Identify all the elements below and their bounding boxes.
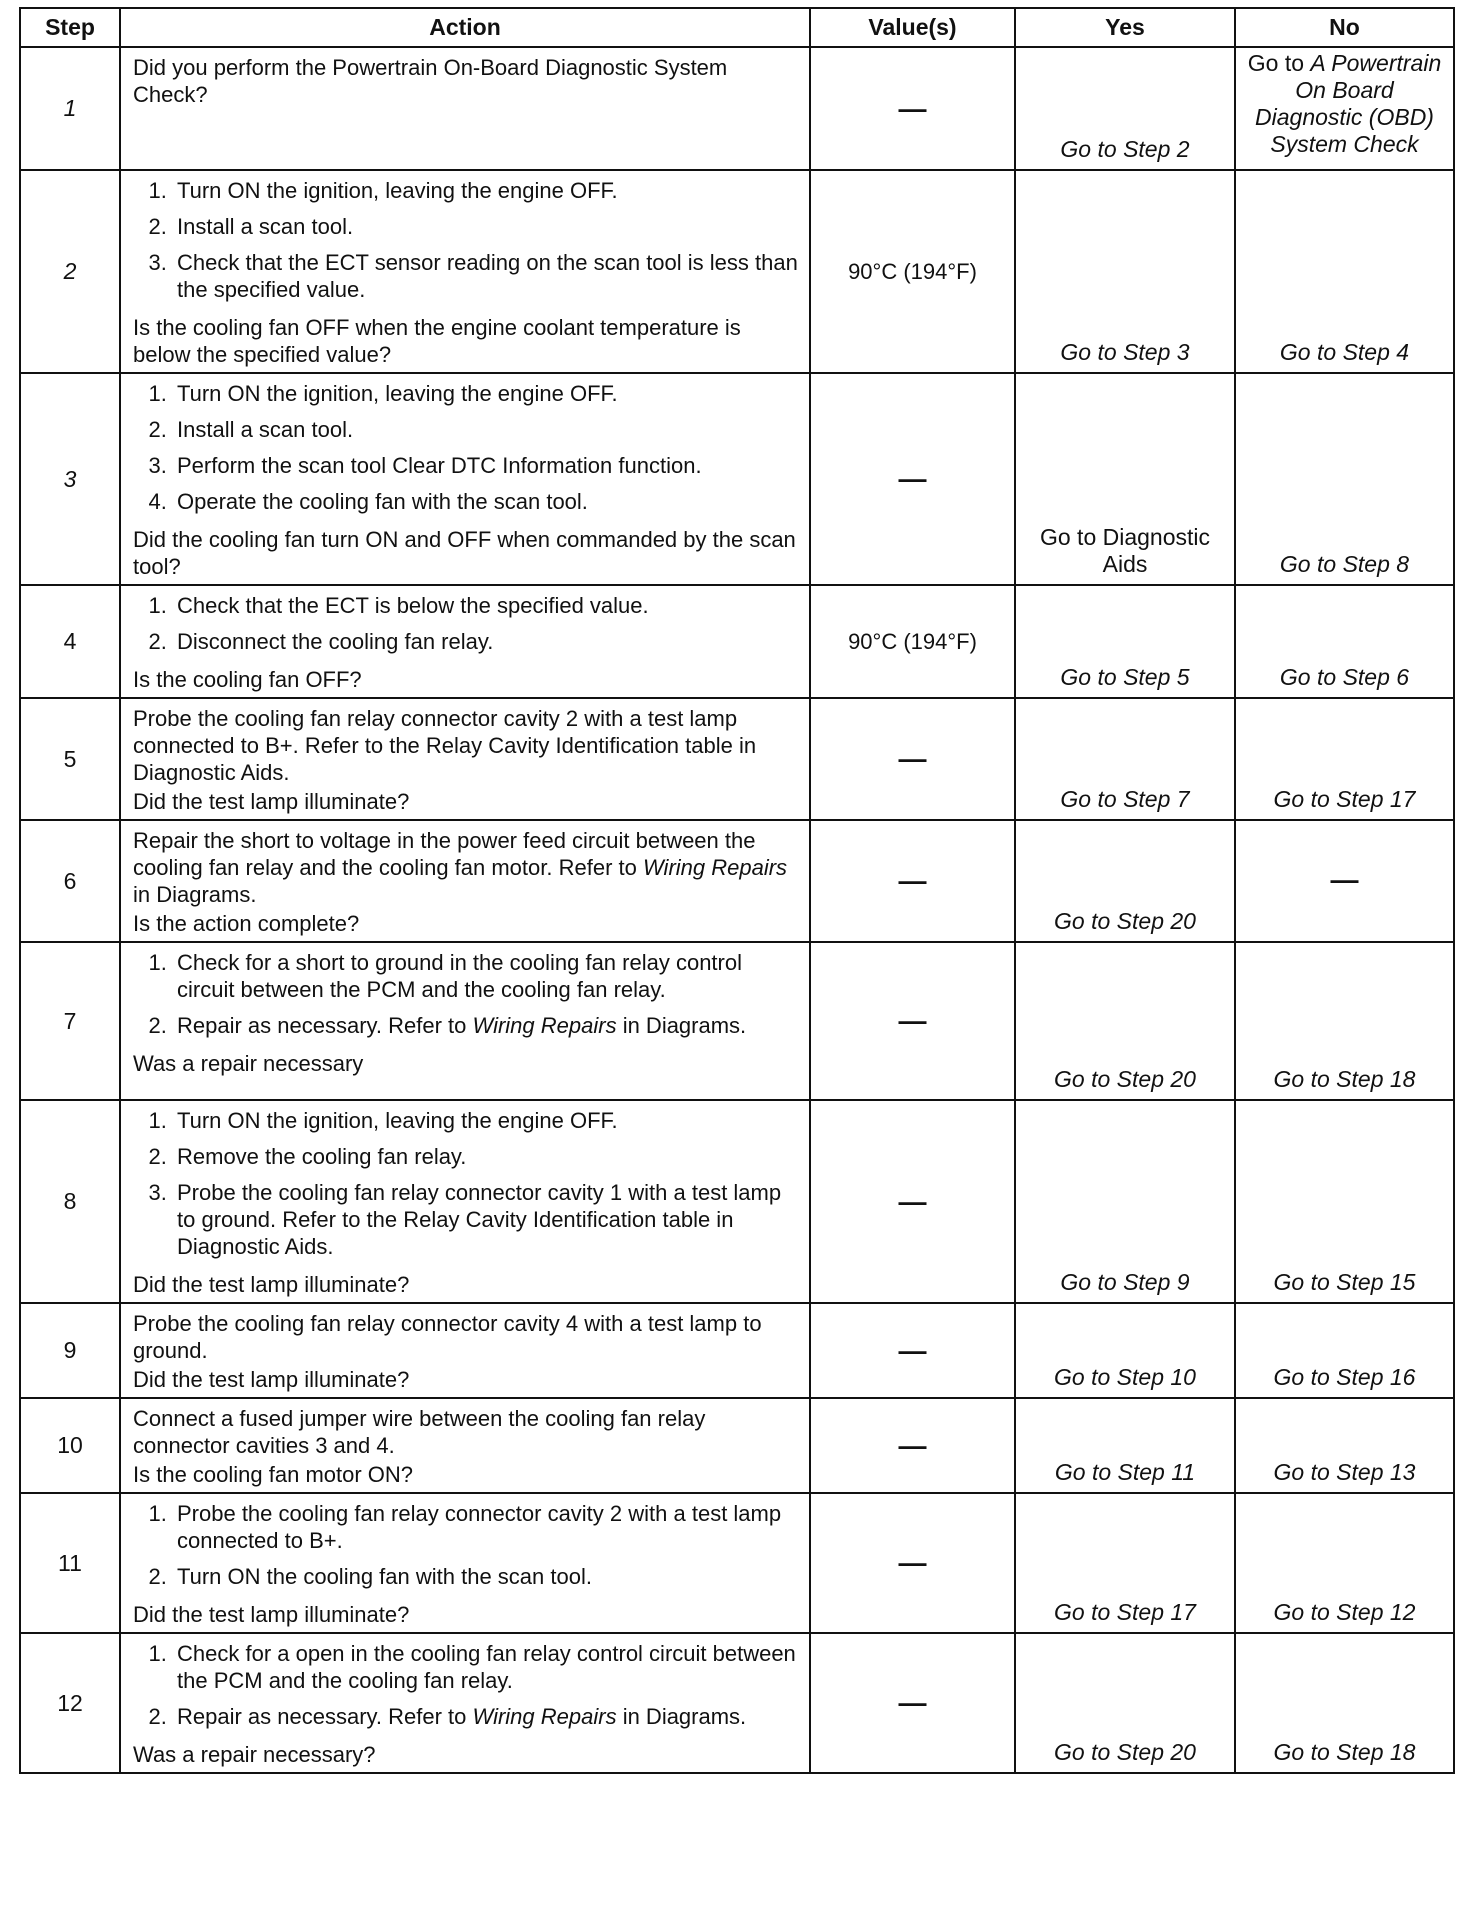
value-text: — bbox=[898, 1429, 927, 1461]
no-link[interactable]: Go to Step 15 bbox=[1235, 1100, 1454, 1303]
action-cell bbox=[120, 1100, 810, 1303]
action-step: 1. Check that the ECT is below the specified value. bbox=[173, 592, 799, 628]
no-link[interactable]: Go to Step 18 bbox=[1235, 1633, 1454, 1773]
action-text-part: Repair the short to voltage in the power feed circuit between the cooling fan relay and the cooling fan motor. Refer to bbox=[133, 828, 756, 880]
action-cell bbox=[120, 942, 810, 1100]
action-question: Is the cooling fan OFF when the engine coolant temperature is below the specified value? bbox=[133, 315, 741, 367]
header-action: Action bbox=[120, 8, 810, 47]
action-step: 2. Remove the cooling fan relay. bbox=[173, 1143, 799, 1179]
action-question: Did the test lamp illuminate? bbox=[133, 1367, 410, 1392]
action-step: 2. Disconnect the cooling fan relay. bbox=[173, 628, 799, 664]
action-text bbox=[133, 827, 799, 908]
no-link[interactable]: Go to Step 4 bbox=[1235, 170, 1454, 373]
action-text-part: Repair as necessary. Refer to bbox=[177, 1704, 473, 1729]
action-text-part: in Diagrams. bbox=[133, 882, 257, 907]
step-number: 6 bbox=[20, 820, 120, 942]
action-step: 3. Check that the ECT sensor reading on the scan tool is less than the specified value. bbox=[173, 249, 799, 312]
action-step bbox=[173, 1703, 799, 1739]
action-step: 1. Turn ON the ignition, leaving the engine OFF. bbox=[173, 380, 799, 416]
action-steps bbox=[133, 592, 799, 664]
action-cell bbox=[120, 1398, 810, 1493]
yes-link[interactable]: Go to Step 20 bbox=[1015, 820, 1235, 942]
wiring-repairs-reference: Wiring Repairs bbox=[472, 1013, 617, 1038]
action-text: Probe the cooling fan relay connector cavity 2 with a test lamp connected to B+. Refer to the Relay Cavity Identification table in Diagnostic Aids. bbox=[133, 706, 757, 785]
table-row bbox=[20, 820, 1454, 942]
yes-link[interactable]: Go to Step 9 bbox=[1015, 1100, 1235, 1303]
action-steps bbox=[133, 1640, 799, 1739]
no-text: — bbox=[1330, 863, 1359, 895]
table-row bbox=[20, 698, 1454, 820]
step-number: 4 bbox=[20, 585, 120, 698]
action-step: 2. Install a scan tool. bbox=[173, 416, 799, 452]
action-question: Did the test lamp illuminate? bbox=[133, 789, 410, 814]
value-text: — bbox=[898, 463, 927, 494]
action-question: Was a repair necessary? bbox=[133, 1742, 376, 1767]
action-cell bbox=[120, 1633, 810, 1773]
table-row bbox=[20, 1303, 1454, 1398]
step-number: 3 bbox=[20, 373, 120, 585]
action-step: 1. Turn ON the ignition, leaving the engine OFF. bbox=[173, 177, 799, 213]
table-row bbox=[20, 585, 1454, 698]
value-cell bbox=[810, 1493, 1015, 1633]
value-cell bbox=[810, 820, 1015, 942]
action-steps bbox=[133, 949, 799, 1048]
action-step: 1. Check for a open in the cooling fan relay control circuit between the PCM and the cooling fan relay. bbox=[173, 1640, 799, 1703]
diagnostic-table bbox=[19, 7, 1455, 1774]
value-cell bbox=[810, 585, 1015, 698]
action-text: Probe the cooling fan relay connector cavity 4 with a test lamp to ground. bbox=[133, 1311, 762, 1363]
action-step bbox=[173, 1012, 799, 1048]
yes-link[interactable]: Go to Step 17 bbox=[1015, 1493, 1235, 1633]
no-link-target: A Powertrain On Board Diagnostic (OBD) System Check bbox=[1255, 50, 1442, 157]
action-steps bbox=[133, 1500, 799, 1599]
action-cell bbox=[120, 47, 810, 170]
action-question: Did the cooling fan turn ON and OFF when commanded by the scan tool? bbox=[133, 527, 796, 579]
table-row bbox=[20, 1493, 1454, 1633]
no-cell bbox=[1235, 820, 1454, 942]
value-cell bbox=[810, 1303, 1015, 1398]
action-question: Did the test lamp illuminate? bbox=[133, 1602, 410, 1627]
table-row bbox=[20, 942, 1454, 1100]
action-steps bbox=[133, 380, 799, 524]
yes-link[interactable]: Go to Step 7 bbox=[1015, 698, 1235, 820]
yes-link[interactable]: Go to Step 20 bbox=[1015, 1633, 1235, 1773]
action-step: 2. Install a scan tool. bbox=[173, 213, 799, 249]
no-link[interactable]: Go to Step 13 bbox=[1235, 1398, 1454, 1493]
action-text-part: Repair as necessary. Refer to bbox=[177, 1013, 473, 1038]
value-cell bbox=[810, 373, 1015, 585]
value-cell bbox=[810, 170, 1015, 373]
action-cell bbox=[120, 1493, 810, 1633]
yes-link[interactable]: Go to Step 2 bbox=[1015, 47, 1235, 170]
step-number: 9 bbox=[20, 1303, 120, 1398]
value-text: 90°C (194°F) bbox=[848, 258, 977, 284]
action-step: 2. Turn ON the cooling fan with the scan tool. bbox=[173, 1563, 799, 1599]
step-number: 1 bbox=[20, 47, 120, 170]
value-text: — bbox=[898, 1185, 927, 1217]
header-step: Step bbox=[20, 8, 120, 47]
table-row bbox=[20, 1100, 1454, 1303]
action-question: Is the action complete? bbox=[133, 911, 360, 936]
action-text-part: in Diagrams. bbox=[616, 1704, 747, 1729]
value-cell bbox=[810, 47, 1015, 170]
table-row bbox=[20, 1398, 1454, 1493]
step-number: 2 bbox=[20, 170, 120, 373]
value-text: — bbox=[898, 1334, 927, 1366]
action-cell bbox=[120, 820, 810, 942]
action-cell bbox=[120, 698, 810, 820]
action-steps bbox=[133, 177, 799, 312]
value-cell bbox=[810, 1100, 1015, 1303]
value-text: — bbox=[898, 92, 927, 124]
step-number: 7 bbox=[20, 942, 120, 1100]
value-text: 90°C (194°F) bbox=[848, 628, 977, 654]
step-number: 8 bbox=[20, 1100, 120, 1303]
header-yes: Yes bbox=[1015, 8, 1235, 47]
table-row bbox=[20, 170, 1454, 373]
no-link[interactable]: Go to Step 18 bbox=[1235, 942, 1454, 1100]
action-question: Was a repair necessary bbox=[133, 1051, 364, 1076]
header-no: No bbox=[1235, 8, 1454, 47]
action-question: Did the test lamp illuminate? bbox=[133, 1272, 410, 1297]
action-cell bbox=[120, 170, 810, 373]
yes-link[interactable]: Go to Step 20 bbox=[1015, 942, 1235, 1100]
header-values: Value(s) bbox=[810, 8, 1015, 47]
value-text: — bbox=[898, 865, 927, 896]
step-number: 10 bbox=[20, 1398, 120, 1493]
table-row bbox=[20, 1633, 1454, 1773]
value-cell bbox=[810, 942, 1015, 1100]
value-cell bbox=[810, 698, 1015, 820]
action-text-part: in Diagrams. bbox=[616, 1013, 747, 1038]
yes-link[interactable]: Go to Step 5 bbox=[1015, 585, 1235, 698]
action-cell bbox=[120, 1303, 810, 1398]
no-link[interactable]: Go to Step 8 bbox=[1235, 373, 1454, 585]
table-row bbox=[20, 47, 1454, 170]
action-cell bbox=[120, 373, 810, 585]
action-question: Is the cooling fan OFF? bbox=[133, 667, 362, 692]
action-cell bbox=[120, 585, 810, 698]
action-text: Did you perform the Powertrain On-Board Diagnostic System Check? bbox=[133, 55, 728, 107]
action-step: 3. Perform the scan tool Clear DTC Information function. bbox=[173, 452, 799, 488]
action-step: 4. Operate the cooling fan with the scan tool. bbox=[173, 488, 799, 524]
action-step: 1. Check for a short to ground in the cooling fan relay control circuit between the PCM and the cooling fan relay. bbox=[173, 949, 799, 1012]
no-link[interactable]: Go to Step 12 bbox=[1235, 1493, 1454, 1633]
step-number: 11 bbox=[20, 1493, 120, 1633]
yes-link[interactable]: Go to Step 10 bbox=[1015, 1303, 1235, 1398]
step-number: 12 bbox=[20, 1633, 120, 1773]
action-question: Is the cooling fan motor ON? bbox=[133, 1462, 414, 1487]
no-link[interactable]: Go to Step 16 bbox=[1235, 1303, 1454, 1398]
yes-link[interactable]: Go to Diagnostic Aids bbox=[1015, 373, 1235, 585]
value-text: — bbox=[898, 1687, 927, 1718]
action-steps bbox=[133, 1107, 799, 1269]
action-step: 1. Turn ON the ignition, leaving the engine OFF. bbox=[173, 1107, 799, 1143]
step-number: 5 bbox=[20, 698, 120, 820]
value-cell bbox=[810, 1633, 1015, 1773]
value-cell bbox=[810, 1398, 1015, 1493]
yes-link[interactable]: Go to Step 11 bbox=[1015, 1398, 1235, 1493]
diagnostic-table-sheet bbox=[19, 7, 1453, 1774]
wiring-repairs-reference: Wiring Repairs bbox=[642, 855, 788, 880]
no-link[interactable]: Go to Step 6 bbox=[1235, 585, 1454, 698]
value-text: — bbox=[898, 1547, 927, 1578]
no-link[interactable]: Go to Step 17 bbox=[1235, 698, 1454, 820]
action-text: Connect a fused jumper wire between the cooling fan relay connector cavities 3 and 4. bbox=[133, 1406, 706, 1458]
table-header-row bbox=[20, 8, 1454, 47]
wiring-repairs-reference: Wiring Repairs bbox=[472, 1704, 617, 1729]
yes-link[interactable]: Go to Step 3 bbox=[1015, 170, 1235, 373]
value-text: — bbox=[898, 743, 927, 774]
table-row bbox=[20, 373, 1454, 585]
action-step: 3. Probe the cooling fan relay connector cavity 1 with a test lamp to ground. Refer to the Relay Cavity Identification table in Diagnostic Aids. bbox=[173, 1179, 799, 1269]
no-link-prefix: Go to bbox=[1247, 50, 1311, 76]
action-step: 1. Probe the cooling fan relay connector cavity 2 with a test lamp connected to B+. bbox=[173, 1500, 799, 1563]
no-link[interactable] bbox=[1235, 47, 1454, 170]
value-text: — bbox=[898, 1005, 927, 1036]
